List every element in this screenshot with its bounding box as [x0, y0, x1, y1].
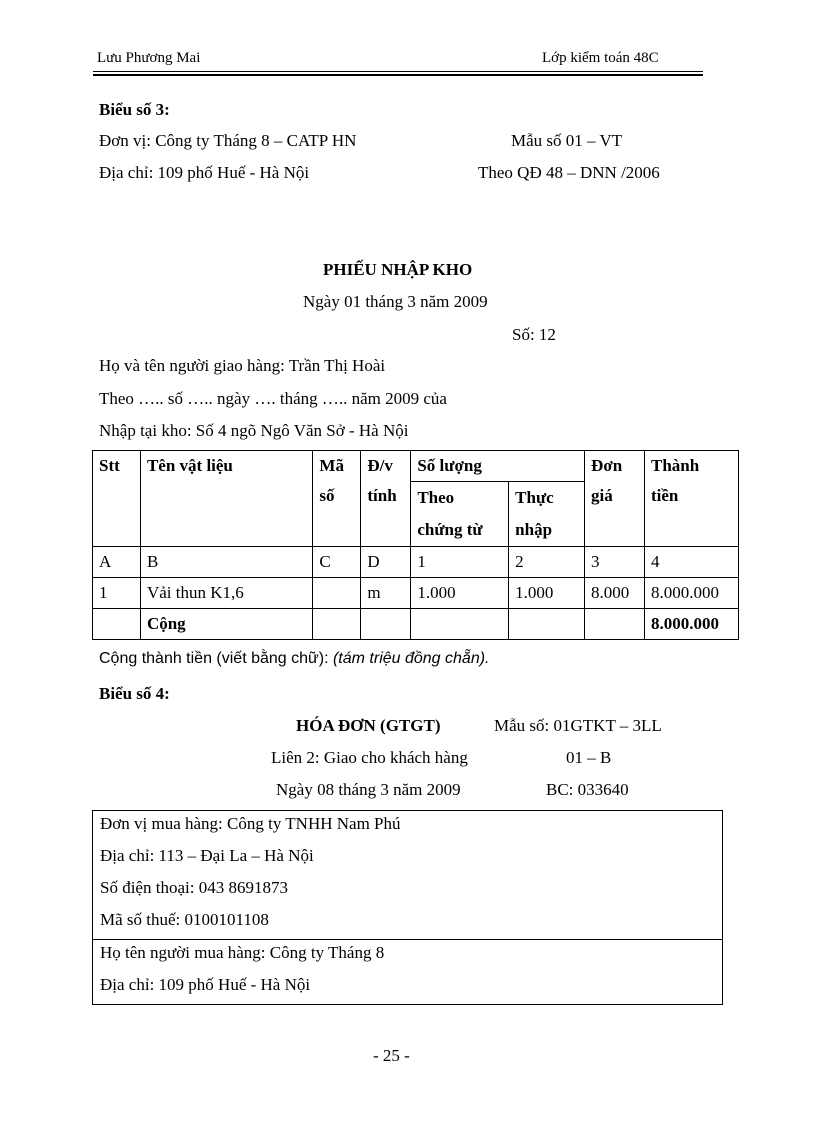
invoice-bc: BC: 033640: [546, 780, 629, 799]
code-cell: D: [361, 547, 411, 578]
table-row: [93, 547, 739, 578]
empty-cell: [509, 609, 585, 640]
invoice-form-number: Mẫu số: 01GTKT – 3LL: [494, 716, 662, 735]
bieu4-title: Biểu số 4:: [99, 684, 170, 703]
receipt-table: [92, 450, 739, 640]
header-ma-so: [313, 451, 361, 547]
buyer-person-box: [92, 939, 723, 1005]
bieu3-dia-chi: Địa chỉ: 109 phố Huế - Hà Nội: [99, 163, 310, 182]
header-rule: [93, 71, 703, 72]
total-label: Cộng: [140, 609, 312, 640]
header-ma-so-2: số: [319, 486, 335, 505]
table-row: [93, 578, 739, 609]
code-cell: B: [140, 547, 312, 578]
code-cell: C: [313, 547, 361, 578]
phieu-number: Số: 12: [512, 325, 556, 344]
item-name: Vải thun K1,6: [140, 578, 312, 609]
item-amount: 8.000.000: [645, 578, 739, 609]
invoice-date: Ngày 08 tháng 3 năm 2009: [276, 780, 461, 799]
item-qty-actual: 1.000: [509, 578, 585, 609]
empty-cell: [313, 609, 361, 640]
phieu-giao-hang: Họ và tên người giao hàng: Trần Thị Hoài: [99, 356, 386, 375]
buyer-address: Địa chỉ: 113 – Đại La – Hà Nội: [100, 846, 314, 865]
phieu-date: Ngày 01 tháng 3 năm 2009: [303, 292, 488, 311]
header-dvt: [361, 451, 411, 547]
buyer-person-address: Địa chỉ: 109 phố Huế - Hà Nội: [100, 975, 311, 994]
header-thuc-nhap: [509, 482, 585, 547]
empty-cell: [361, 609, 411, 640]
header-author: Lưu Phương Mai: [97, 50, 201, 66]
header-theo-1: Theo: [417, 488, 455, 507]
header-theo-2: chứng từ: [417, 520, 483, 539]
header-don-gia-2: giá: [591, 486, 613, 505]
buyer-tax-code: Mã số thuế: 0100101108: [100, 910, 269, 929]
table-total-row: [93, 609, 739, 640]
invoice-symbol: 01 – B: [566, 748, 612, 767]
table-header-row: [93, 451, 739, 482]
header-ma-so-1: Mã: [319, 456, 344, 475]
header-dvt-2: tính: [367, 486, 397, 505]
amount-in-words: [99, 650, 490, 668]
invoice-title: HÓA ĐƠN (GTGT): [296, 716, 441, 735]
item-stt: 1: [93, 578, 141, 609]
buyer-unit-box: [92, 810, 723, 940]
header-thuc-2: nhập: [515, 520, 553, 539]
phieu-nhap-tai: Nhập tại kho: Số 4 ngõ Ngô Văn Sở - Hà Nội: [99, 421, 409, 440]
empty-cell: [93, 609, 141, 640]
code-cell: A: [93, 547, 141, 578]
header-ten: Tên vật liệu: [140, 451, 312, 547]
phieu-title: PHIẾU NHẬP KHO: [323, 260, 473, 279]
amount-in-words-value: (tám triệu đồng chẵn).: [332, 650, 490, 667]
code-cell: 1: [411, 547, 509, 578]
code-cell: 3: [585, 547, 645, 578]
item-qty-doc: 1.000: [411, 578, 509, 609]
item-unit: m: [361, 578, 411, 609]
bieu3-theo-qd: Theo QĐ 48 – DNN /2006: [478, 163, 660, 182]
invoice-copy: Liên 2: Giao cho khách hàng: [271, 748, 468, 767]
buyer-name: Họ tên người mua hàng: Công ty Tháng 8: [100, 943, 385, 962]
header-don-gia-1: Đơn: [591, 456, 623, 475]
item-ma-so: [313, 578, 361, 609]
code-cell: 4: [645, 547, 739, 578]
bieu3-title: Biểu số 3:: [99, 100, 170, 119]
bieu3-mau-so: Mẫu số 01 – VT: [511, 131, 623, 150]
header-stt: Stt: [93, 451, 141, 547]
total-value: 8.000.000: [645, 609, 739, 640]
header-thanh-tien-1: Thành: [651, 456, 700, 475]
header-thanh-tien-2: tiền: [651, 486, 679, 505]
header-class: Lớp kiểm toán 48C: [542, 50, 659, 66]
empty-cell: [585, 609, 645, 640]
amount-in-words-label: Cộng thành tiền (viết bằng chữ):: [99, 650, 333, 667]
header-thanh-tien: [645, 451, 739, 547]
buyer-unit: Đơn vị mua hàng: Công ty TNHH Nam Phú: [100, 814, 401, 833]
header-dvt-1: Đ/v: [367, 456, 393, 475]
header-don-gia: [585, 451, 645, 547]
empty-cell: [411, 609, 509, 640]
header-so-luong: Số lượng: [411, 451, 585, 482]
phieu-theo: Theo ….. số ….. ngày …. tháng ….. năm 2009 của: [99, 389, 447, 408]
header-thuc-1: Thực: [515, 488, 554, 507]
bieu3-don-vi: Đơn vị: Công ty Tháng 8 – CATP HN: [99, 131, 357, 150]
buyer-phone: Số điện thoại: 043 8691873: [100, 878, 288, 897]
item-price: 8.000: [585, 578, 645, 609]
header-rule-thick: [93, 74, 703, 76]
code-cell: 2: [509, 547, 585, 578]
header-theo-chung-tu: [411, 482, 509, 547]
page-number: - 25 -: [373, 1046, 410, 1065]
